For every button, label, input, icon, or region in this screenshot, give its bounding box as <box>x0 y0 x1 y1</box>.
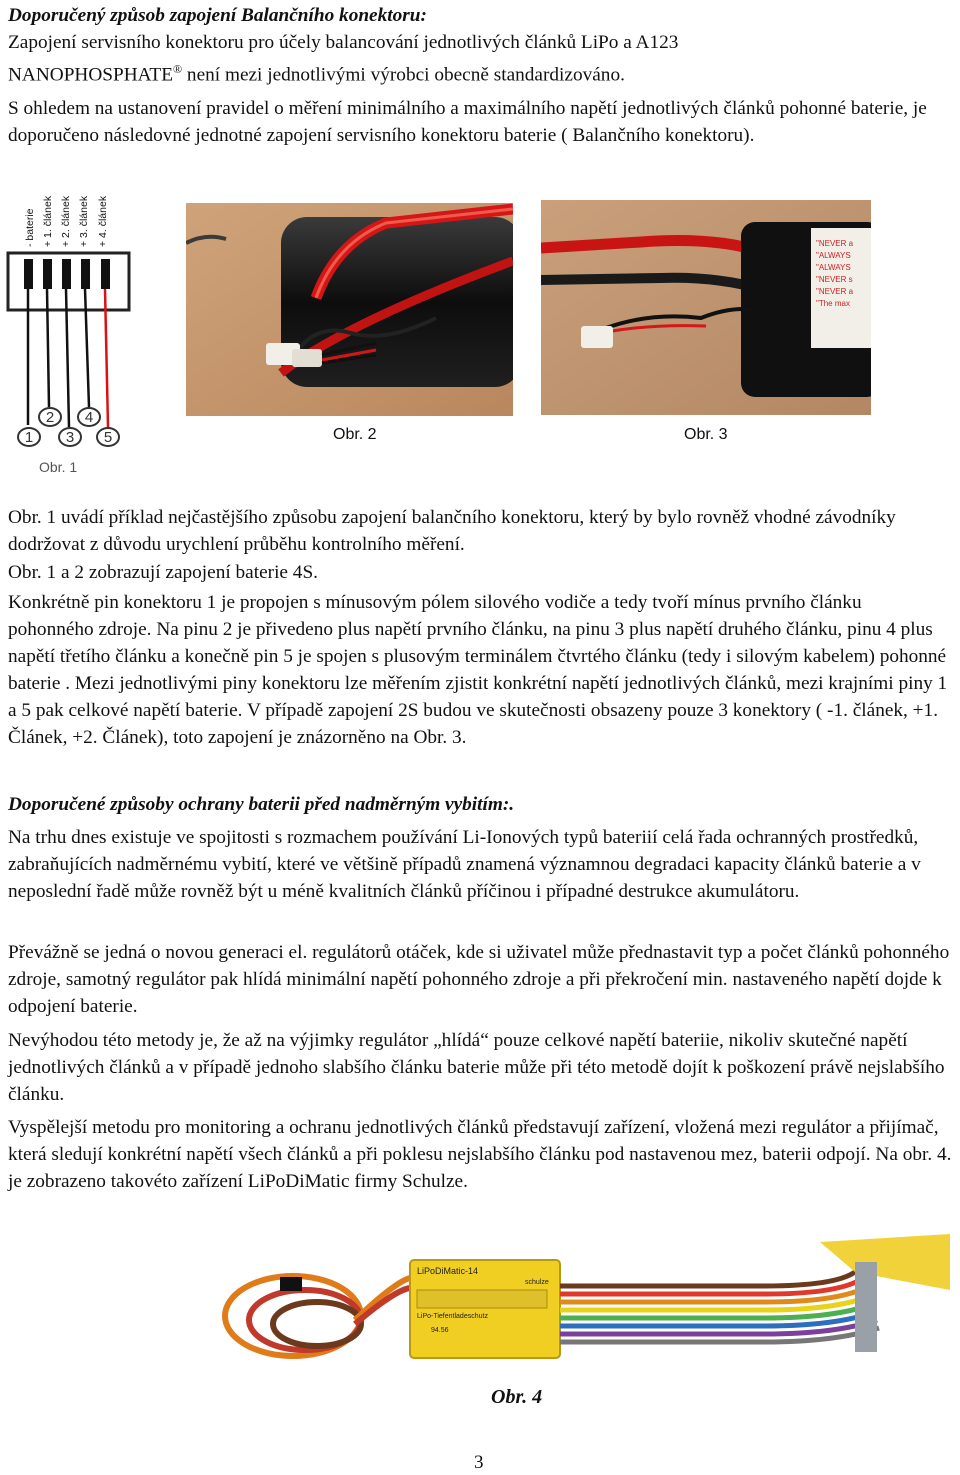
protection-paragraph-3: Nevýhodou této metody je, že až na výjimky regulátor „hlídá“ pouze celkové napětí bateriie, nikoliv skutečné napětí jednotlivých článků a v případě jednoho slabšího článku baterie může při této metodě dojít k poškození právě nejslabšího článku. <box>8 1030 945 1105</box>
figure-1-pinout-diagram <box>5 195 145 480</box>
figure-2-caption: Obr. 2 <box>333 426 377 443</box>
figure-1-description: Obr. 1 uvádí příklad nejčastějšího způsobu zapojení balančního konektoru, který by bylo rovněž vhodné závodníky dodržovat z důvodu urychlení průběhu kontrolního měření. <box>8 507 896 555</box>
pin-explanation-paragraph: Konkrétně pin konektoru 1 je propojen s mínusovým pólem silového vodiče a tedy tvoří mínus prvního článku pohonného zdroje. Na pinu 2 je přivedeno plus napětí prvního článku, na pinu 3 plus napětí druhého článku, pinu 4 plus napětí třetího článku a konečně pin 5 je spojen s plusovým terminálem čtvrtého článku (tedy i silovým kabelem) pohonné baterie . Mezi jednotlivými piny konektoru lze měřením zjistit konkrétní napětí jednotlivých článků, mezi krajními piny 1 a 5 pak celkové napětí baterie. V případě zapojení 2S budou ve skutečnosti obsazeny pouze 3 konektory ( -1. článek, +1. Článek, +2. Článek), toto zapojení je znázorněno na Obr. 3. <box>8 592 948 748</box>
sticker-line-1: "NEVER a <box>816 239 854 248</box>
protection-paragraph-4: Vyspělejší metodu pro monitoring a ochranu jednotlivých článků představují zařízení, vložená mezi regulátor a přijímač, která sledují konkrétní napětí všech článků a při poklesu nejslabšího článku pod nastavenou mez, baterii odpojí. Na obr. 4. je zobrazeno takovéto zařízení LiPoDiMatic firmy Schulze. <box>8 1117 952 1192</box>
sticker-line-5: "NEVER a <box>816 287 854 296</box>
sticker-line-4: "NEVER s <box>816 275 853 284</box>
device-brand: schulze <box>525 1279 549 1286</box>
figure-2-photo <box>186 203 513 416</box>
figure-4-photo <box>205 1232 950 1380</box>
figure-4-caption: Obr. 4 <box>491 1386 543 1408</box>
rules-paragraph: S ohledem na ustanovení pravidel o měření minimálního a maximálního napětí jednotlivých článků pohonné baterie, je doporučeno následovné jednotné zapojení servisního konektoru baterie ( Balančního konektoru). <box>8 98 927 146</box>
section-heading-balance-connector: Doporučený způsob zapojení Balančního konektoru: <box>8 5 427 26</box>
intro-line-2b: není mezi jednotlivými výrobci obecně standardizováno. <box>182 64 625 86</box>
page-number: 3 <box>474 1452 484 1473</box>
figure-4s-note: Obr. 1 a 2 zobrazují zapojení baterie 4S. <box>8 562 318 583</box>
pin-number-4: 4 <box>84 409 94 426</box>
protection-paragraph-2: Převážně se jedná o novou generaci el. regulátorů otáček, kde si uživatel může přednastavit typ a počet článků pohonného zdroje, samotný regulátor pak hlídá minimální napětí pohonného zdroje a při překročení min. nastaveného napětí dojde k odpojení baterie. <box>8 942 950 1017</box>
sticker-line-2: "ALWAYS <box>816 251 851 260</box>
intro-line-2a: NANOPHOSPHATE <box>8 64 173 86</box>
intro-paragraph <box>8 29 952 88</box>
pin-label-cell-3: + 3. článek <box>78 195 90 247</box>
figure-3-photo <box>541 200 871 415</box>
protection-paragraph-1: Na trhu dnes existuje ve spojitosti s rozmachem používání Li-Ionových typů bateriií celá řada ochranných prostředků, zabraňujících nadměrnému vybití, které ve většině případů znamená významnou degradaci kapacity článků baterie a v neposlední řadě může rovněž být u méně kvalitních článků příčinou i případné destrukce akumulátoru. <box>8 827 921 902</box>
pin-number-5: 5 <box>103 429 113 446</box>
sticker-line-6: "The max <box>816 299 850 308</box>
device-label-top: LiPoDiMatic-14 <box>417 1266 479 1276</box>
figure-1-caption: Obr. 1 <box>39 459 78 475</box>
device-label-mid: LiPo-Tiefentladeschutz <box>417 1313 488 1320</box>
pin-label-cell-1: + 1. článek <box>42 195 54 247</box>
figure-3-caption: Obr. 3 <box>684 426 728 443</box>
registered-mark: ® <box>172 62 183 76</box>
pin-label-cell-2: + 2. článek <box>60 195 72 247</box>
pin-label-minus-battery: - baterie <box>24 208 36 247</box>
section-heading-discharge-protection: Doporučené způsoby ochrany baterii před nadměrným vybitím:. <box>8 794 515 815</box>
sticker-line-3: "ALWAYS <box>816 263 851 272</box>
pin-number-2: 2 <box>45 409 55 426</box>
pin-number-1: 1 <box>24 429 34 446</box>
intro-line-1: Zapojení servisního konektoru pro účely balancování jednotlivých článků LiPo a A123 <box>8 32 679 53</box>
device-code: 94.56 <box>431 1327 449 1334</box>
pin-label-cell-4: + 4. článek <box>97 195 109 247</box>
pin-number-3: 3 <box>65 429 75 446</box>
